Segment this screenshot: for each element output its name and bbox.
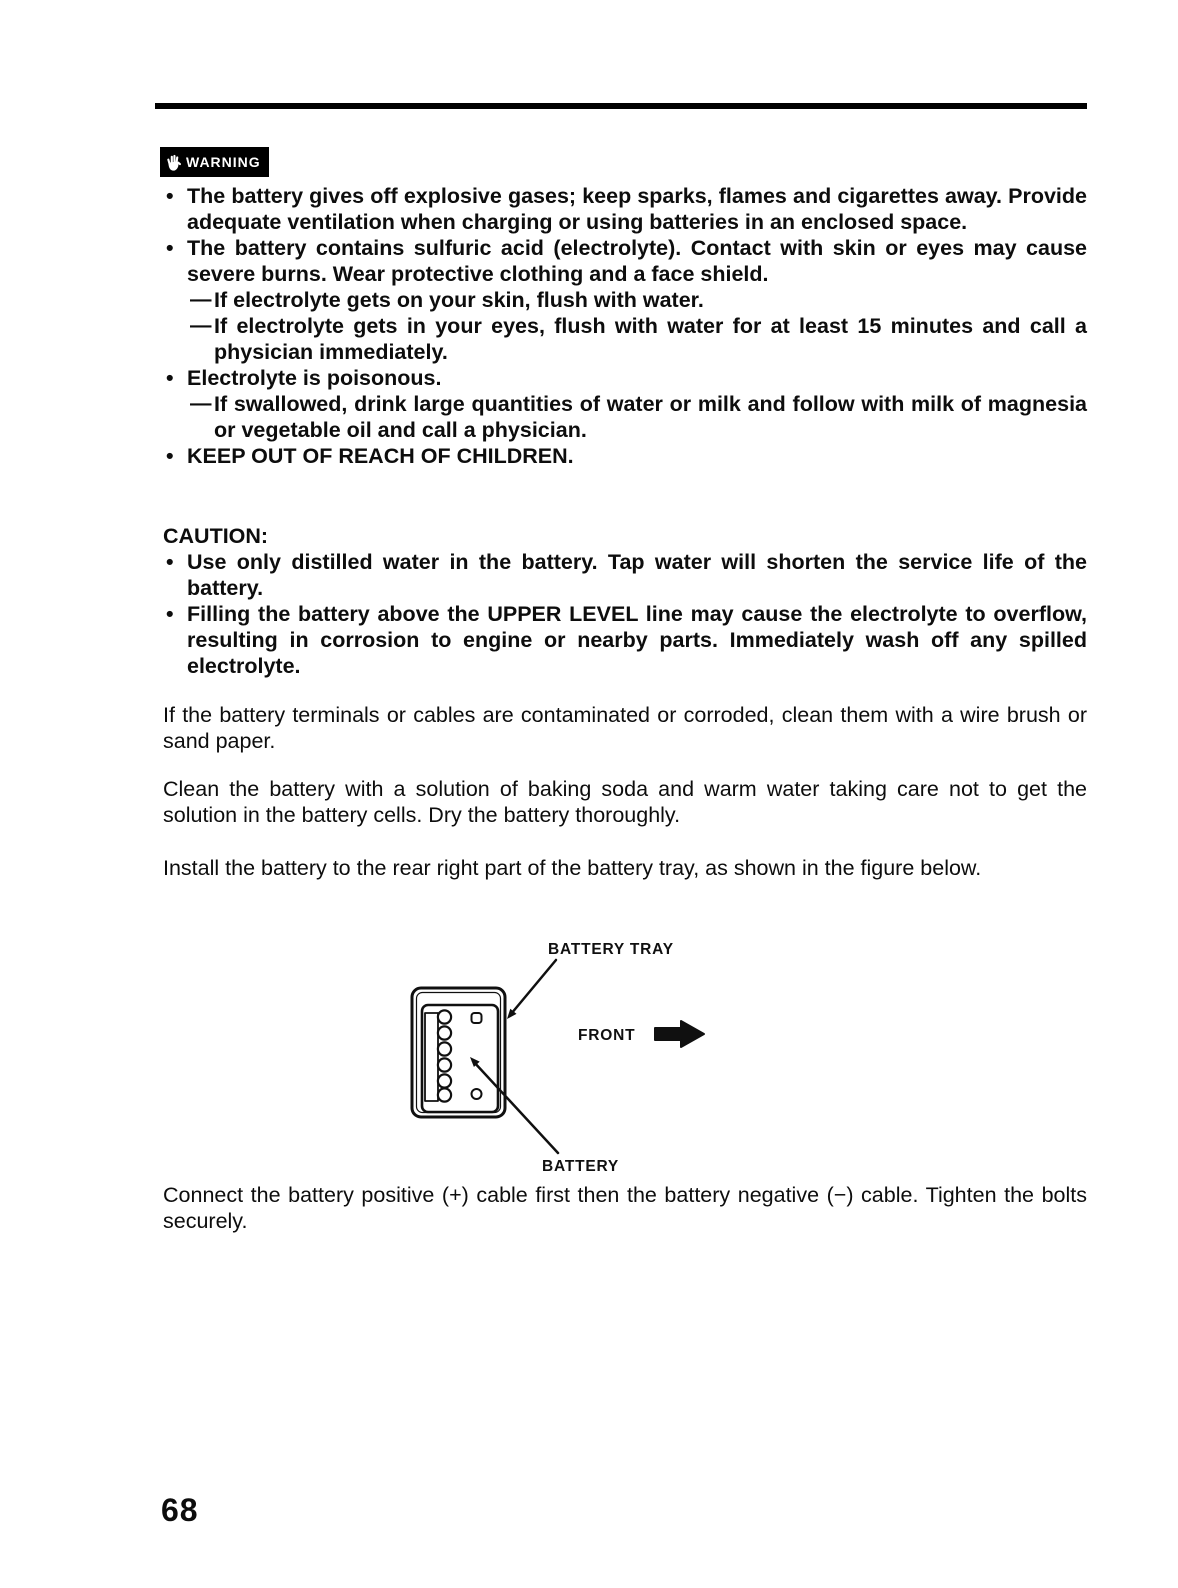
warning-item — [163, 235, 1087, 365]
warning-subitem — [190, 391, 1087, 443]
warning-item-text: Electrolyte is poisonous. — [187, 366, 442, 390]
warning-badge — [160, 147, 269, 177]
battery-tray-drawing — [390, 925, 730, 1185]
front-arrow-icon — [655, 1021, 704, 1047]
caution-heading: CAUTION: — [163, 524, 269, 548]
warning-subitem — [190, 287, 1087, 313]
warning-badge-label: WARNING — [186, 154, 261, 170]
caution-item-text: Filling the battery above the UPPER LEVEL line may cause the electrolyte to overflow, resulting in corrosion to engine or nearby parts. Immediately wash off any spilled electrolyte. — [187, 602, 1087, 678]
bullet-marker: • — [166, 366, 174, 390]
warning-item — [163, 443, 1087, 469]
page-number: 68 — [161, 1492, 199, 1528]
caution-section — [163, 523, 1087, 679]
warning-item-text: The battery contains sulfuric acid (electrolyte). Contact with skin or eyes may cause severe burns. Wear protective clothing and a face shield. — [187, 236, 1087, 286]
warning-subitem-text: If electrolyte gets in your eyes, flush with water for at least 15 minutes and call a physician immediately. — [214, 314, 1087, 364]
warning-item-text: KEEP OUT OF REACH OF CHILDREN. — [187, 444, 574, 468]
tray-inner-sketch-line — [417, 993, 501, 1113]
caution-item-text: Use only distilled water in the battery. Tap water will shorten the service life of the battery. — [187, 550, 1087, 600]
cell-cap-circle — [438, 1088, 451, 1101]
cell-cap-circle — [438, 1042, 451, 1055]
front-label: FRONT — [578, 1027, 636, 1044]
bullet-marker: • — [166, 444, 174, 468]
paragraph-clean: Clean the battery with a solution of baking soda and warm water taking care not to get the solution in the battery cells. Dry the battery thoroughly. — [163, 777, 1087, 827]
warning-list — [163, 183, 1087, 469]
cell-cap-circle — [438, 1026, 451, 1039]
terminal-post — [472, 1089, 482, 1099]
cell-cap-circle — [438, 1058, 451, 1071]
battery-tray-leader-line — [511, 960, 556, 1014]
cell-cap-circle — [438, 1010, 451, 1023]
bullet-marker: • — [166, 236, 174, 260]
warning-item-text: The battery gives off explosive gases; keep sparks, flames and cigarettes away. Provide adequate ventilation when charging or using batteries in an enclosed space. — [187, 184, 1087, 234]
battery-leader-line — [473, 1061, 558, 1153]
warning-item — [163, 365, 1087, 443]
hand-icon — [165, 153, 182, 172]
warning-subitem-text: If electrolyte gets on your skin, flush with water. — [214, 288, 704, 312]
caution-item — [163, 549, 1087, 601]
bullet-marker: • — [166, 602, 174, 626]
battery-outline — [422, 1005, 498, 1112]
top-rule-divider — [155, 103, 1087, 109]
battery-tray-figure — [390, 925, 730, 1185]
caution-item — [163, 601, 1087, 679]
dash-marker: — — [190, 313, 212, 337]
warning-subitem-text: If swallowed, drink large quantities of water or milk and follow with milk of magnesia or vegetable oil and call a physician. — [214, 392, 1087, 442]
terminal-post — [472, 1013, 482, 1023]
battery-tray-label: BATTERY TRAY — [548, 941, 674, 958]
tray-outline — [412, 988, 505, 1117]
warning-subitem — [190, 313, 1087, 365]
paragraph-terminals: If the battery terminals or cables are contaminated or corroded, clean them with a wire brush or sand paper. — [163, 703, 1087, 753]
dash-marker: — — [190, 287, 212, 311]
paragraph-connect: Connect the battery positive (+) cable first then the battery negative (−) cable. Tighten the bolts securely. — [163, 1183, 1087, 1233]
cell-cap-circle — [438, 1074, 451, 1087]
paragraph-install: Install the battery to the rear right part of the battery tray, as shown in the figure below. — [163, 856, 982, 880]
battery-vent-strip — [425, 1013, 438, 1101]
bullet-marker: • — [166, 550, 174, 574]
battery-label: BATTERY — [542, 1158, 620, 1175]
dash-marker: — — [190, 391, 212, 415]
bullet-marker: • — [166, 184, 174, 208]
warning-item — [163, 183, 1087, 235]
